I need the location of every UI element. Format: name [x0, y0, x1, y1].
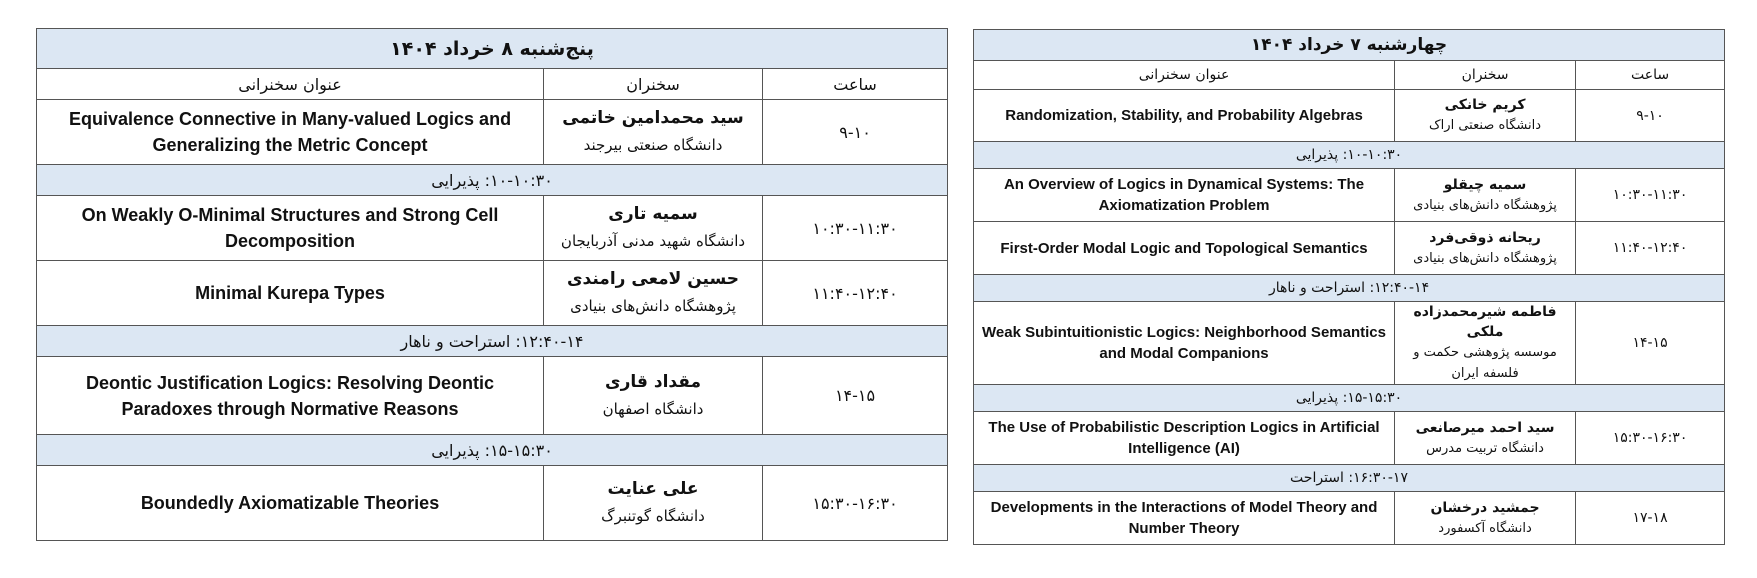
speaker-cell — [1395, 222, 1576, 275]
session-row — [37, 100, 948, 165]
speaker-name: ریحانه ذوقی‌فرد — [1429, 229, 1541, 246]
speaker-name: سمیه تاری — [608, 204, 698, 224]
speaker-cell — [1395, 169, 1576, 222]
speaker-cell — [544, 100, 763, 165]
talk-title: Randomization, Stability, and Probability Algebras — [974, 90, 1395, 142]
day-title: چهارشنبه ۷ خرداد ۱۴۰۴ — [974, 30, 1725, 61]
speaker-cell — [1395, 302, 1576, 385]
session-time: ۱۱:۴۰-۱۲:۴۰ — [763, 261, 948, 326]
session-time: ۱۴-۱۵ — [1576, 302, 1725, 385]
break-row — [37, 165, 948, 196]
speaker-name: کریم خانکی — [1444, 97, 1526, 113]
break-label: ۱۰-۱۰:۳۰: پذیرایی — [37, 165, 948, 196]
session-time: ۱۵:۳۰-۱۶:۳۰ — [1576, 412, 1725, 465]
speaker-cell — [544, 196, 763, 261]
session-time: ۱۰:۳۰-۱۱:۳۰ — [763, 196, 948, 261]
break-row — [37, 435, 948, 466]
thursday-schedule-table — [36, 28, 948, 541]
break-row — [974, 142, 1725, 169]
break-label: ۱۵-۱۵:۳۰: پذیرایی — [37, 435, 948, 466]
break-label: ۱۵-۱۵:۳۰: پذیرایی — [974, 385, 1725, 412]
session-row — [974, 412, 1725, 465]
speaker-name: سید احمد میرصانعی — [1415, 419, 1555, 436]
talk-title: Equivalence Connective in Many-valued Logics and Generalizing the Metric Concept — [37, 100, 544, 165]
speaker-affiliation: دانشگاه آکسفورد — [1438, 520, 1532, 536]
header-time: ساعت — [763, 69, 948, 100]
speaker-affiliation: دانشگاه تربیت مدرس — [1426, 440, 1544, 456]
speaker-cell — [1395, 492, 1576, 545]
talk-title: Developments in the Interactions of Model Theory and Number Theory — [974, 492, 1395, 545]
speaker-affiliation: دانشگاه صنعتی اراک — [1429, 118, 1542, 133]
session-row — [37, 196, 948, 261]
break-row — [37, 326, 948, 357]
day-title: پنج‌شنبه ۸ خرداد ۱۴۰۴ — [37, 29, 948, 69]
talk-title: Minimal Kurepa Types — [37, 261, 544, 326]
talk-title: On Weakly O-Minimal Structures and Strong Cell Decomposition — [37, 196, 544, 261]
session-time: ۱۱:۴۰-۱۲:۴۰ — [1576, 222, 1725, 275]
header-title: عنوان سخنرانی — [974, 61, 1395, 90]
speaker-name: سمیه چیقلو — [1443, 176, 1527, 193]
speaker-cell — [544, 357, 763, 435]
break-row — [974, 385, 1725, 412]
session-row — [974, 90, 1725, 142]
speaker-name: حسین لامعی رامندی — [566, 269, 740, 289]
speaker-cell — [544, 466, 763, 541]
session-time: ۹-۱۰ — [1576, 90, 1725, 142]
session-time: ۹-۱۰ — [763, 100, 948, 165]
session-time: ۱۷-۱۸ — [1576, 492, 1725, 545]
speaker-affiliation: موسسه پژوهشی حکمت و فلسفه ایران — [1413, 345, 1557, 381]
speaker-name: مقداد قاری — [605, 371, 701, 392]
talk-title: Deontic Justification Logics: Resolving Deontic Paradoxes through Normative Reasons — [37, 357, 544, 435]
talk-title: Boundedly Axiomatizable Theories — [37, 466, 544, 541]
speaker-affiliation: دانشگاه صنعتی بیرجند — [583, 136, 723, 154]
break-row — [974, 275, 1725, 302]
speaker-affiliation: پژوهشگاه دانش‌های بنیادی — [1413, 197, 1557, 213]
talk-title: The Use of Probabilistic Description Logics in Artificial Intelligence (AI) — [974, 412, 1395, 465]
talk-title: An Overview of Logics in Dynamical Systems: The Axiomatization Problem — [974, 169, 1395, 222]
session-time: ۱۴-۱۵ — [763, 357, 948, 435]
speaker-affiliation: پژوهشگاه دانش‌های بنیادی — [570, 297, 736, 315]
session-row — [974, 492, 1725, 545]
break-row — [974, 465, 1725, 492]
speaker-affiliation: دانشگاه گوتنبرگ — [601, 507, 705, 525]
header-speaker: سخنران — [1395, 61, 1576, 90]
break-label: ۱۲:۴۰-۱۴: استراحت و ناهار — [974, 275, 1725, 302]
speaker-cell — [1395, 412, 1576, 465]
speaker-name: علی عنایت — [607, 479, 699, 499]
session-time: ۱۰:۳۰-۱۱:۳۰ — [1576, 169, 1725, 222]
break-label: ۱۶:۳۰-۱۷: استراحت — [974, 465, 1725, 492]
session-time: ۱۵:۳۰-۱۶:۳۰ — [763, 466, 948, 541]
talk-title: Weak Subintuitionistic Logics: Neighborhood Semantics and Modal Companions — [974, 302, 1395, 385]
speaker-name: جمشید درخشان — [1430, 499, 1540, 516]
talk-title: First-Order Modal Logic and Topological Semantics — [974, 222, 1395, 275]
speaker-cell — [1395, 90, 1576, 142]
wednesday-schedule-table — [973, 29, 1725, 545]
session-row — [974, 302, 1725, 385]
break-label: ۱۰-۱۰:۳۰: پذیرایی — [974, 142, 1725, 169]
speaker-affiliation: دانشگاه شهید مدنی آذربایجان — [560, 232, 746, 250]
header-time: ساعت — [1576, 61, 1725, 90]
speaker-name: فاطمه شیرمحمدزاده ملکی — [1413, 304, 1557, 340]
session-row — [974, 169, 1725, 222]
speaker-affiliation: پژوهشگاه دانش‌های بنیادی — [1413, 250, 1557, 266]
break-label: ۱۲:۴۰-۱۴: استراحت و ناهار — [37, 326, 948, 357]
header-title: عنوان سخنرانی — [37, 69, 544, 100]
speaker-affiliation: دانشگاه اصفهان — [602, 399, 704, 418]
session-row — [37, 357, 948, 435]
speaker-name: سید محمدامین خاتمی — [562, 108, 744, 128]
speaker-cell — [544, 261, 763, 326]
session-row — [37, 261, 948, 326]
header-speaker: سخنران — [544, 69, 763, 100]
session-row — [37, 466, 948, 541]
session-row — [974, 222, 1725, 275]
